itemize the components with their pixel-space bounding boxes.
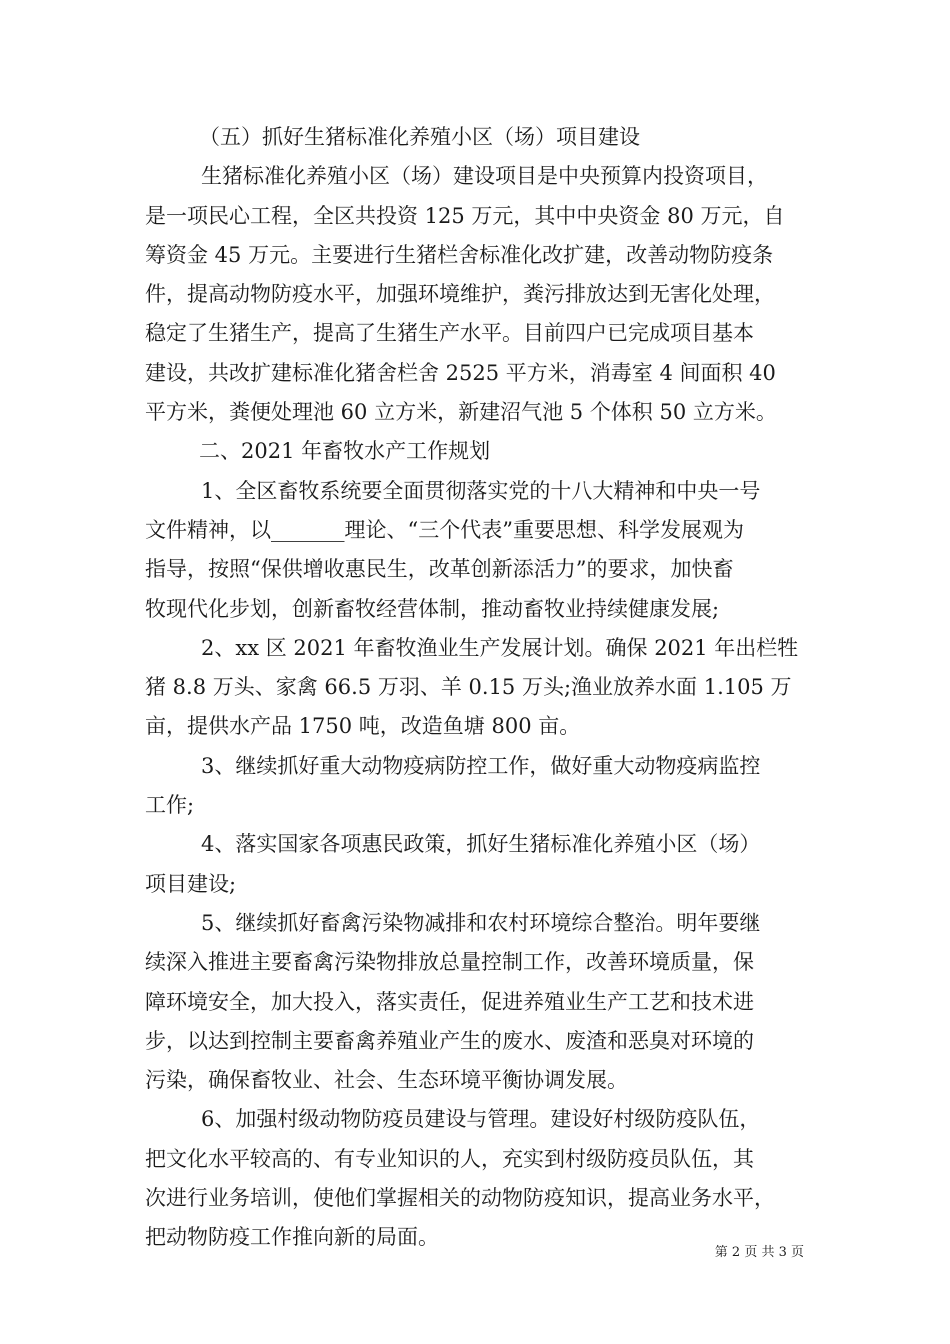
paragraph-line: 平方米，粪便处理池 60 立方米，新建沼气池 5 个体积 50 立方米。: [145, 400, 777, 425]
paragraph-line: 5、继续抓好畜禽污染物减排和农村环境综合整治。明年要继: [201, 910, 761, 935]
paragraph-line: 是一项民心工程，全区共投资 125 万元，其中中央资金 80 万元，自: [145, 203, 785, 228]
paragraph-line: 把文化水平较高的、有专业知识的人，充实到村级防疫员队伍，其: [145, 1146, 754, 1171]
paragraph-line: 指导，按照“保供增收惠民生，改革创新添活力”的要求，加快畜: [145, 557, 734, 582]
paragraph-line: 亩，提供水产品 1750 吨，改造鱼塘 800 亩。: [145, 714, 581, 739]
section-heading-line: （五）抓好生猪标准化养殖小区（场）项目建设: [199, 125, 640, 149]
paragraph-line: 3、继续抓好重大动物疫病防控工作，做好重大动物疫病监控: [201, 753, 761, 778]
paragraph-line: 次进行业务培训，使他们掌握相关的动物防疫知识，提高业务水平，: [145, 1186, 775, 1211]
document-body: [145, 118, 810, 1258]
paragraph-line: 6、加强村级动物防疫员建设与管理。建设好村级防疫队伍，: [201, 1107, 761, 1132]
paragraph-line: 牧现代化步划，创新畜牧经营体制，推动畜牧业持续健康发展;: [145, 596, 720, 621]
section-heading-line: 二、2021 年畜牧水产工作规划: [199, 439, 491, 464]
paragraph-line: 续深入推进主要畜禽污染物排放总量控制工作，改善环境质量，保: [145, 950, 754, 975]
paragraph-line: 2、xx 区 2021 年畜牧渔业生产发展计划。确保 2021 年出栏牲: [201, 635, 799, 660]
paragraph-line: 生猪标准化养殖小区（场）建设项目是中央预算内投资项目，: [201, 164, 768, 189]
paragraph-line: 步，以达到控制主要畜禽养殖业产生的废水、废渣和恶臭对环境的: [145, 1028, 754, 1053]
paragraph-line: 筹资金 45 万元。主要进行生猪栏舍标准化改扩建，改善动物防疫条: [145, 242, 774, 267]
paragraph-line: 猪 8.8 万头、家禽 66.5 万羽、羊 0.15 万头;渔业放养水面 1.105 万: [145, 675, 792, 700]
paragraph-line: 4、落实国家各项惠民政策，抓好生猪标准化养殖小区（场）: [201, 832, 761, 857]
paragraph-line: 稳定了生猪生产，提高了生猪生产水平。目前四户已完成项目基本: [145, 321, 754, 346]
paragraph-line: 工作;: [145, 793, 195, 818]
paragraph-line: 污染，确保畜牧业、社会、生态环境平衡协调发展。: [145, 1068, 628, 1093]
paragraph-line: 建设，共改扩建标准化猪舍栏舍 2525 平方米，消毒室 4 间面积 40: [145, 360, 776, 385]
paragraph-line: 项目建设;: [145, 871, 237, 896]
page-number: 第 2 页 共 3 页: [714, 1245, 804, 1260]
paragraph-line: 障环境安全，加大投入，落实责任，促进养殖业生产工艺和技术进: [145, 989, 754, 1014]
paragraph-line: 把动物防疫工作推向新的局面。: [145, 1225, 439, 1250]
paragraph-line: 件，提高动物防疫水平，加强环境维护，粪污排放达到无害化处理，: [145, 282, 775, 307]
paragraph-line: 文件精神，以_______理论、“三个代表”重要思想、科学发展观为: [145, 517, 744, 542]
paragraph-line: 1、全区畜牧系统要全面贯彻落实党的十八大精神和中央一号: [201, 478, 761, 503]
